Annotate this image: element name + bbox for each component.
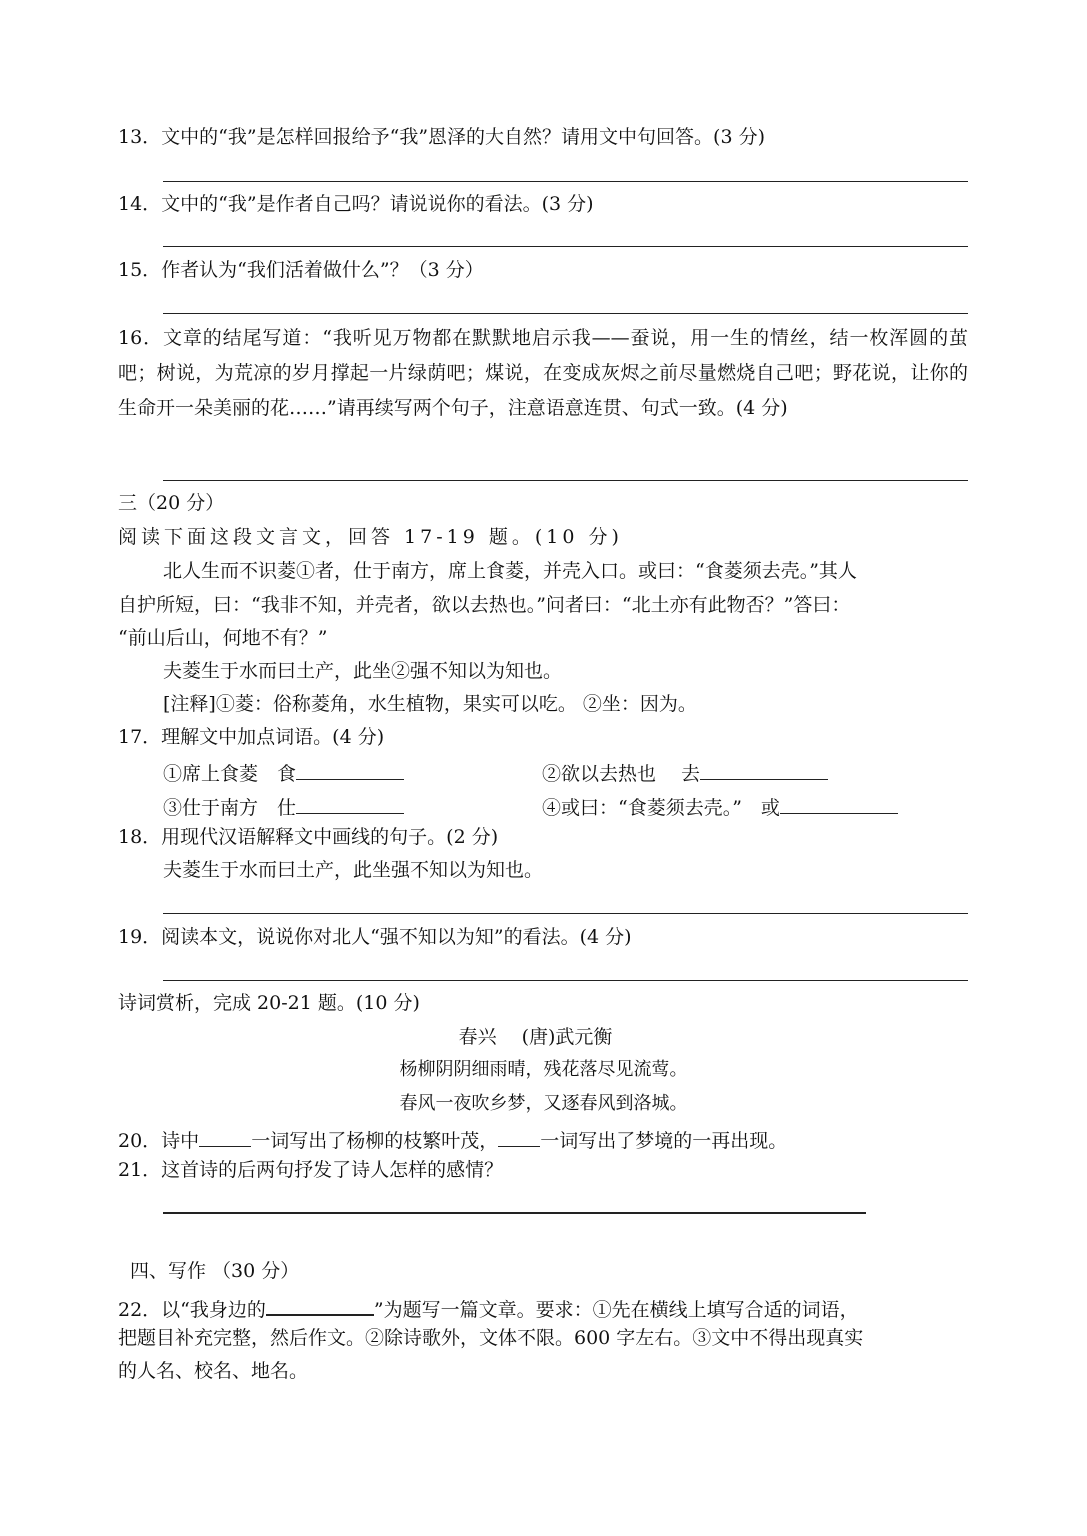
q17-item-c bbox=[163, 795, 404, 818]
answer-line-19 bbox=[163, 980, 968, 981]
section-4-heading: 四、写作 （30 分） bbox=[130, 1260, 300, 1282]
question-13: 13．文中的“我”是怎样回报给予“我”恩泽的大自然？请用文中句回答。(3 分) bbox=[118, 126, 765, 148]
question-18: 18．用现代汉语解释文中画线的句子。(2 分) bbox=[118, 826, 499, 848]
q20-text-c: 一词写出了梦境的一再出现。 bbox=[540, 1130, 788, 1152]
q22-text-a: 22．以“我身边的 bbox=[118, 1299, 266, 1321]
q20-text-b: 一词写出了杨柳的枝繁叶茂， bbox=[251, 1130, 499, 1152]
section-3-heading: 三（20 分） bbox=[118, 492, 225, 514]
poem-line-1: 杨柳阴阴细雨晴，残花落尽见流莺。 bbox=[399, 1059, 688, 1080]
passage-note: [注释]①菱：俗称菱角，水生植物，果实可以吃。 ②坐：因为。 bbox=[163, 693, 697, 715]
q18-sentence: 夫菱生于水而曰土产，此坐强不知以为知也。 bbox=[163, 859, 544, 881]
q22-title-blank[interactable] bbox=[266, 1296, 374, 1316]
passage-line-1: 北人生而不识菱①者，仕于南方，席上食菱，并壳入口。或曰：“食菱须去壳。”其人 bbox=[163, 560, 857, 582]
classical-intro: 阅读下面这段文言文，回答 17-19 题。(10 分) bbox=[118, 526, 623, 548]
poem-intro: 诗词赏析，完成 20-21 题。(10 分) bbox=[118, 992, 420, 1014]
q17-blank-b[interactable] bbox=[700, 761, 828, 780]
question-21: 21．这首诗的后两句抒发了诗人怎样的感情？ bbox=[118, 1159, 504, 1181]
answer-line-18 bbox=[163, 913, 968, 914]
question-20 bbox=[118, 1128, 787, 1151]
passage-line-4: 夫菱生于水而曰土产，此坐②强不知以为知也。 bbox=[163, 660, 563, 682]
question-15: 15．作者认为“我们活着做什么”？（3 分） bbox=[118, 259, 484, 281]
q17-blank-d[interactable] bbox=[780, 795, 898, 814]
answer-line-21 bbox=[163, 1212, 866, 1214]
answer-line-16 bbox=[163, 480, 968, 481]
question-22-line-3: 的人名、校名、地名。 bbox=[118, 1360, 309, 1382]
q17-item-a-text: ①席上食菱 食 bbox=[163, 763, 297, 785]
q20-blank-2[interactable] bbox=[498, 1128, 540, 1147]
question-17: 17．理解文中加点词语。(4 分) bbox=[118, 726, 385, 748]
answer-line-13 bbox=[163, 181, 968, 182]
q20-text-a: 20．诗中 bbox=[118, 1130, 200, 1152]
q17-blank-a[interactable] bbox=[296, 761, 404, 780]
passage-line-3: “前山后山，何地不有？” bbox=[118, 627, 328, 649]
question-22-line-2: 把题目补充完整，然后作文。②除诗歌外，文体不限。600 字左右。③文中不得出现真实 bbox=[118, 1327, 864, 1349]
question-22-line-1 bbox=[118, 1296, 859, 1320]
q17-item-d-text: ④或曰：“食菱须去壳。” 或 bbox=[542, 797, 780, 819]
answer-line-14 bbox=[163, 246, 968, 247]
q17-item-a bbox=[163, 761, 404, 784]
question-14: 14．文中的“我”是作者自己吗？请说说你的看法。(3 分) bbox=[118, 193, 594, 215]
q20-blank-1[interactable] bbox=[199, 1128, 251, 1147]
q17-blank-c[interactable] bbox=[296, 795, 404, 814]
q17-item-d bbox=[542, 795, 898, 818]
q17-item-b bbox=[542, 761, 828, 784]
poem-line-2: 春风一夜吹乡梦，又逐春风到洛城。 bbox=[399, 1093, 688, 1114]
question-16: 16．文章的结尾写道：“我听见万物都在默默地启示我——蚕说，用一生的情丝，结一枚浑圆的茧吧；树说，为荒凉的岁月撑起一片绿荫吧；煤说，在变成灰烬之前尽量燃烧自己吧；野花说，让你的生命开一朵美丽的花……”请再续写两个句子，注意语意连贯、句式一致。(4 分) bbox=[118, 327, 968, 419]
answer-line-15 bbox=[163, 313, 968, 314]
q17-item-b-text: ②欲以去热也 去 bbox=[542, 763, 701, 785]
q17-item-c-text: ③仕于南方 仕 bbox=[163, 797, 297, 819]
poem-title: 春兴 (唐)武元衡 bbox=[458, 1026, 613, 1048]
passage-line-2: 自护所短，曰：“我非不知，并壳者，欲以去热也。”问者曰：“北土亦有此物否？”答曰： bbox=[118, 594, 851, 616]
question-19: 19．阅读本文，说说你对北人“强不知以为知”的看法。(4 分) bbox=[118, 926, 632, 948]
q22-text-b: ”为题写一篇文章。要求：①先在横线上填写合适的词语， bbox=[373, 1299, 859, 1321]
